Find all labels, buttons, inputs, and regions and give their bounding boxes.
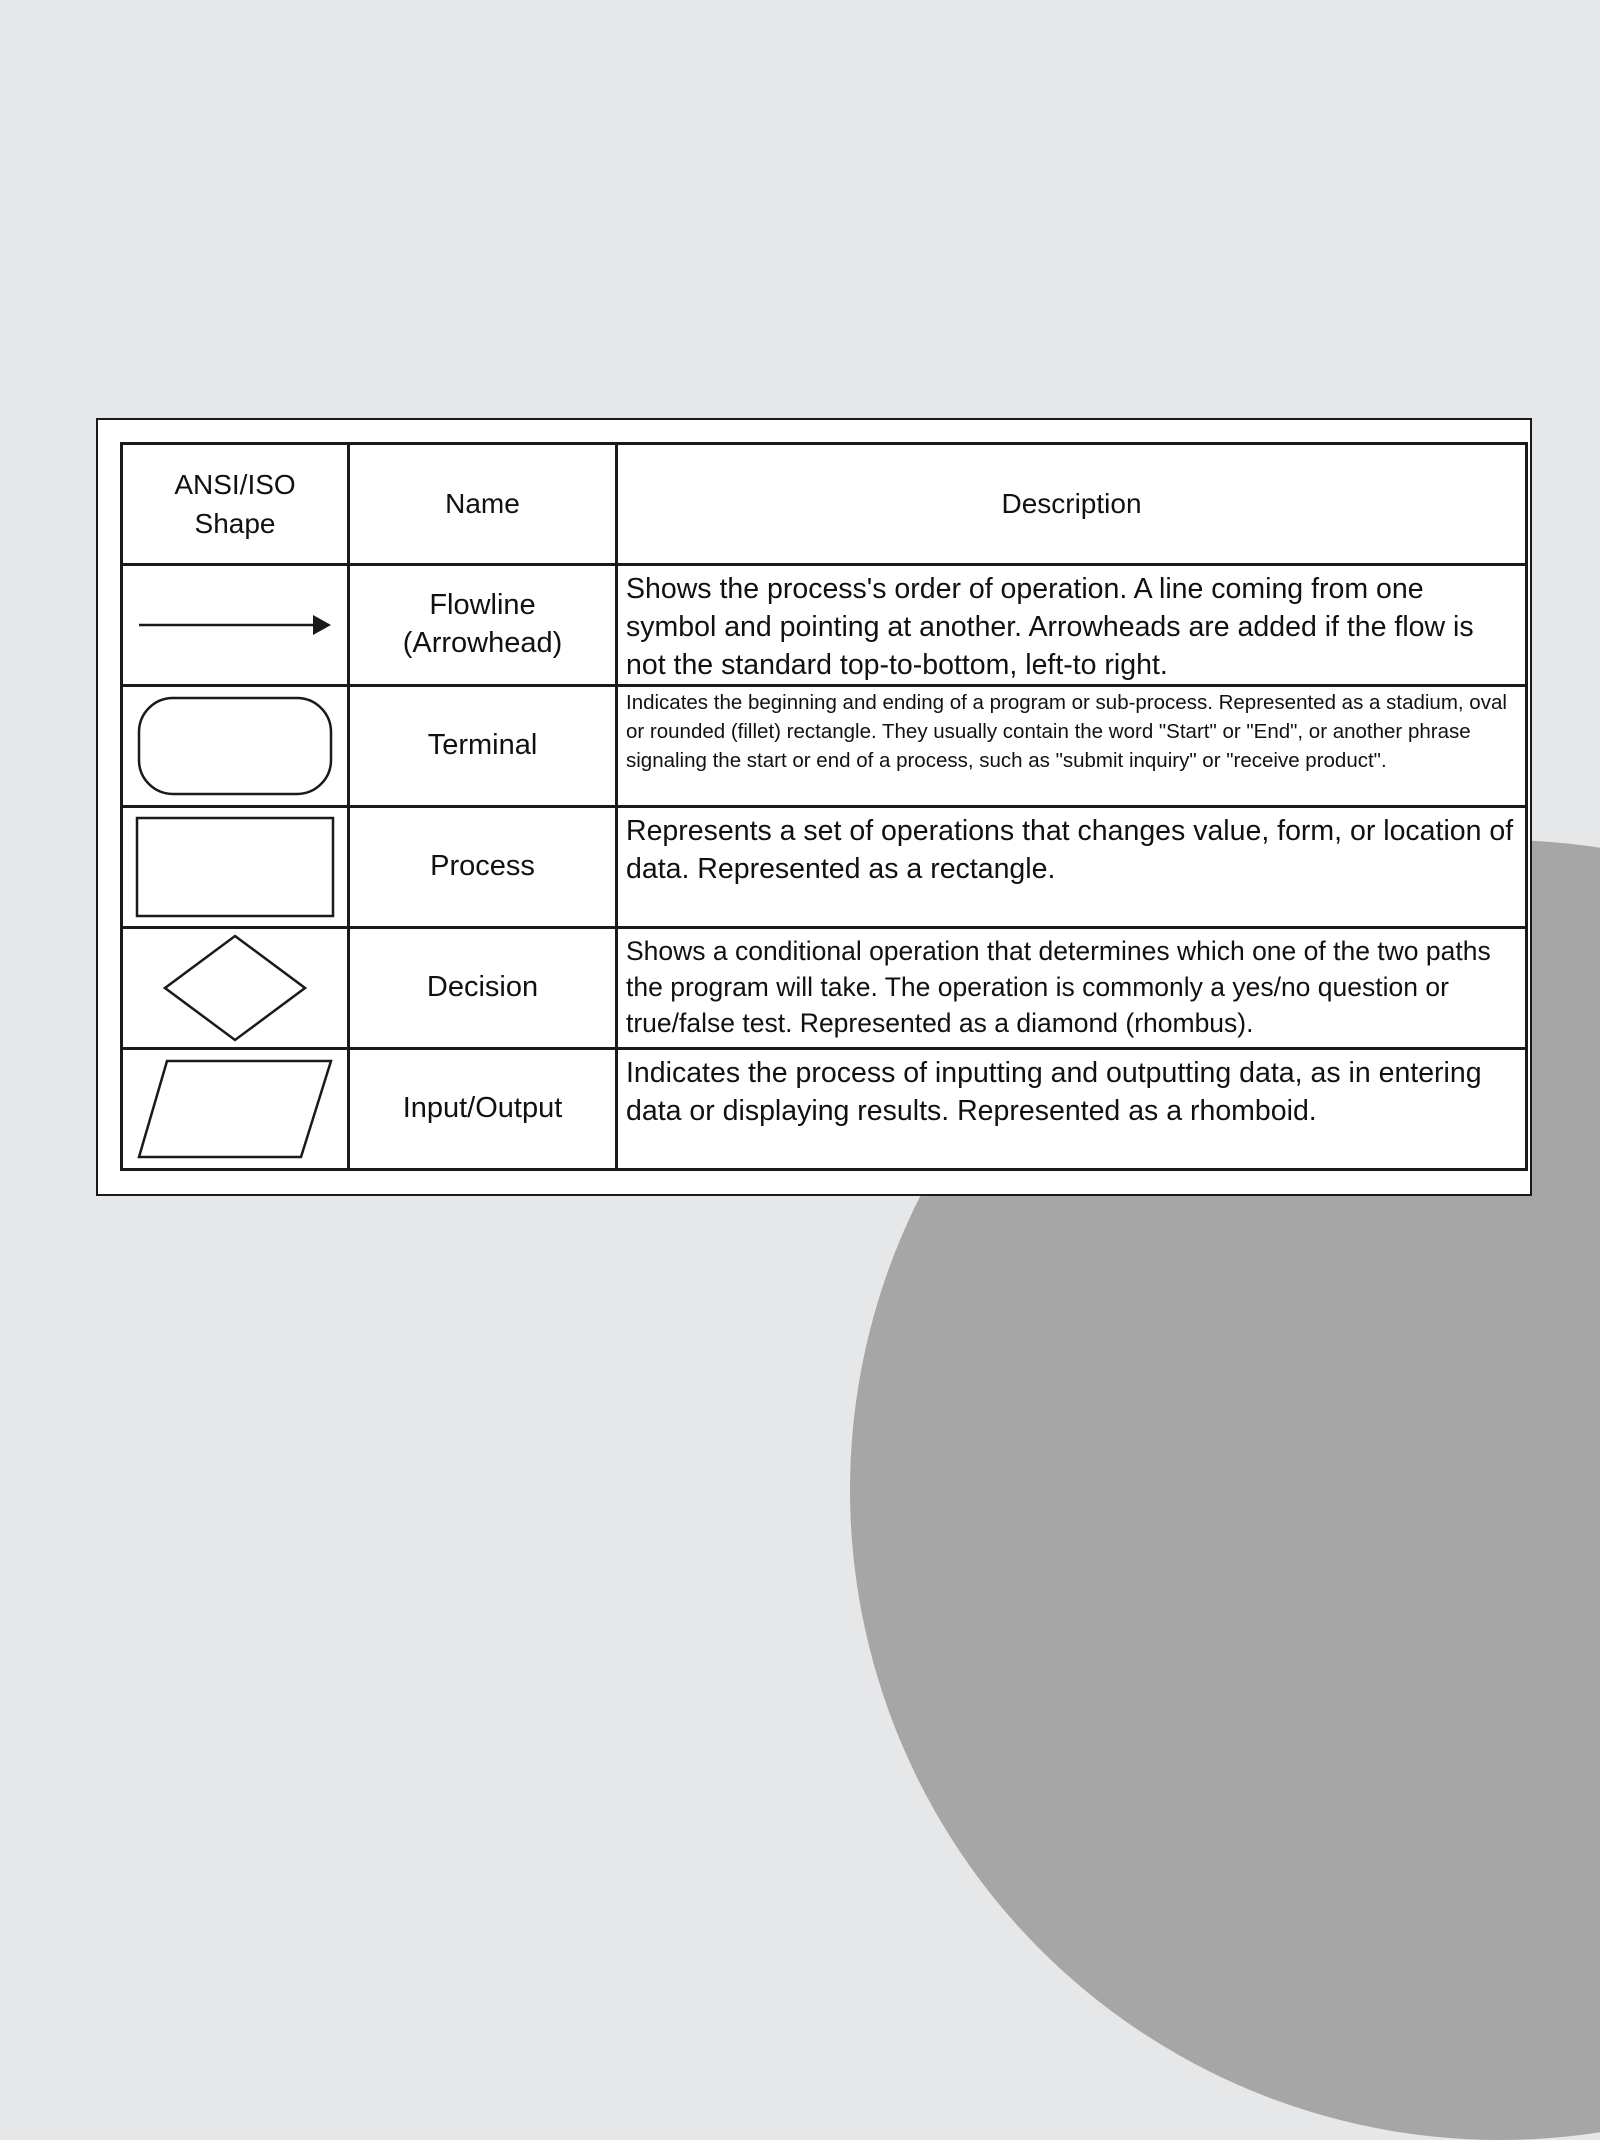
table-header-row: [122, 444, 1527, 565]
header-description: Description: [617, 444, 1527, 565]
process-rectangle-icon: [135, 816, 335, 918]
description-cell: Indicates the beginning and ending of a program or sub-process. Represented as a stadium, oval or rounded (fillet) rectangle. They usually contain the word "Start" or "End", or another phrase signaling the start or end of a process, such as "submit inquiry" or "receive product".: [617, 686, 1527, 807]
name-cell: Input/Output: [349, 1049, 617, 1170]
flowline-arrow-icon: [135, 610, 335, 640]
description-cell: Shows a conditional operation that determines which one of the two paths the program will take. The operation is commonly a yes/no question or true/false test. Represented as a diamond (rhombus).: [617, 928, 1527, 1049]
name-cell: Decision: [349, 928, 617, 1049]
table-row: [122, 1049, 1527, 1170]
shape-cell: [122, 1049, 349, 1170]
flowchart-symbols-table: [120, 442, 1528, 1171]
table-row: [122, 565, 1527, 686]
shape-cell: [122, 807, 349, 928]
description-cell: Indicates the process of inputting and outputting data, as in entering data or displaying results. Represented as a rhomboid.: [617, 1049, 1527, 1170]
terminal-stadium-icon: [137, 696, 333, 796]
table-row: [122, 807, 1527, 928]
shape-cell: [122, 928, 349, 1049]
header-name: Name: [349, 444, 617, 565]
description-cell: Shows the process's order of operation. A line coming from one symbol and pointing at another. Arrowheads are added if the flow is not the standard top-to-bottom, left-to right.: [617, 565, 1527, 686]
name-cell: Flowline (Arrowhead): [349, 565, 617, 686]
table-row: [122, 928, 1527, 1049]
input-output-parallelogram-icon: [137, 1059, 333, 1159]
description-cell: Represents a set of operations that changes value, form, or location of data. Represented as a rectangle.: [617, 807, 1527, 928]
table-row: [122, 686, 1527, 807]
flowchart-symbols-card: [96, 418, 1532, 1196]
decision-diamond-icon: [163, 934, 307, 1042]
shape-cell: [122, 686, 349, 807]
header-shape: ANSI/ISO Shape: [122, 444, 349, 565]
name-cell: Terminal: [349, 686, 617, 807]
shape-cell: [122, 565, 349, 686]
name-cell: Process: [349, 807, 617, 928]
